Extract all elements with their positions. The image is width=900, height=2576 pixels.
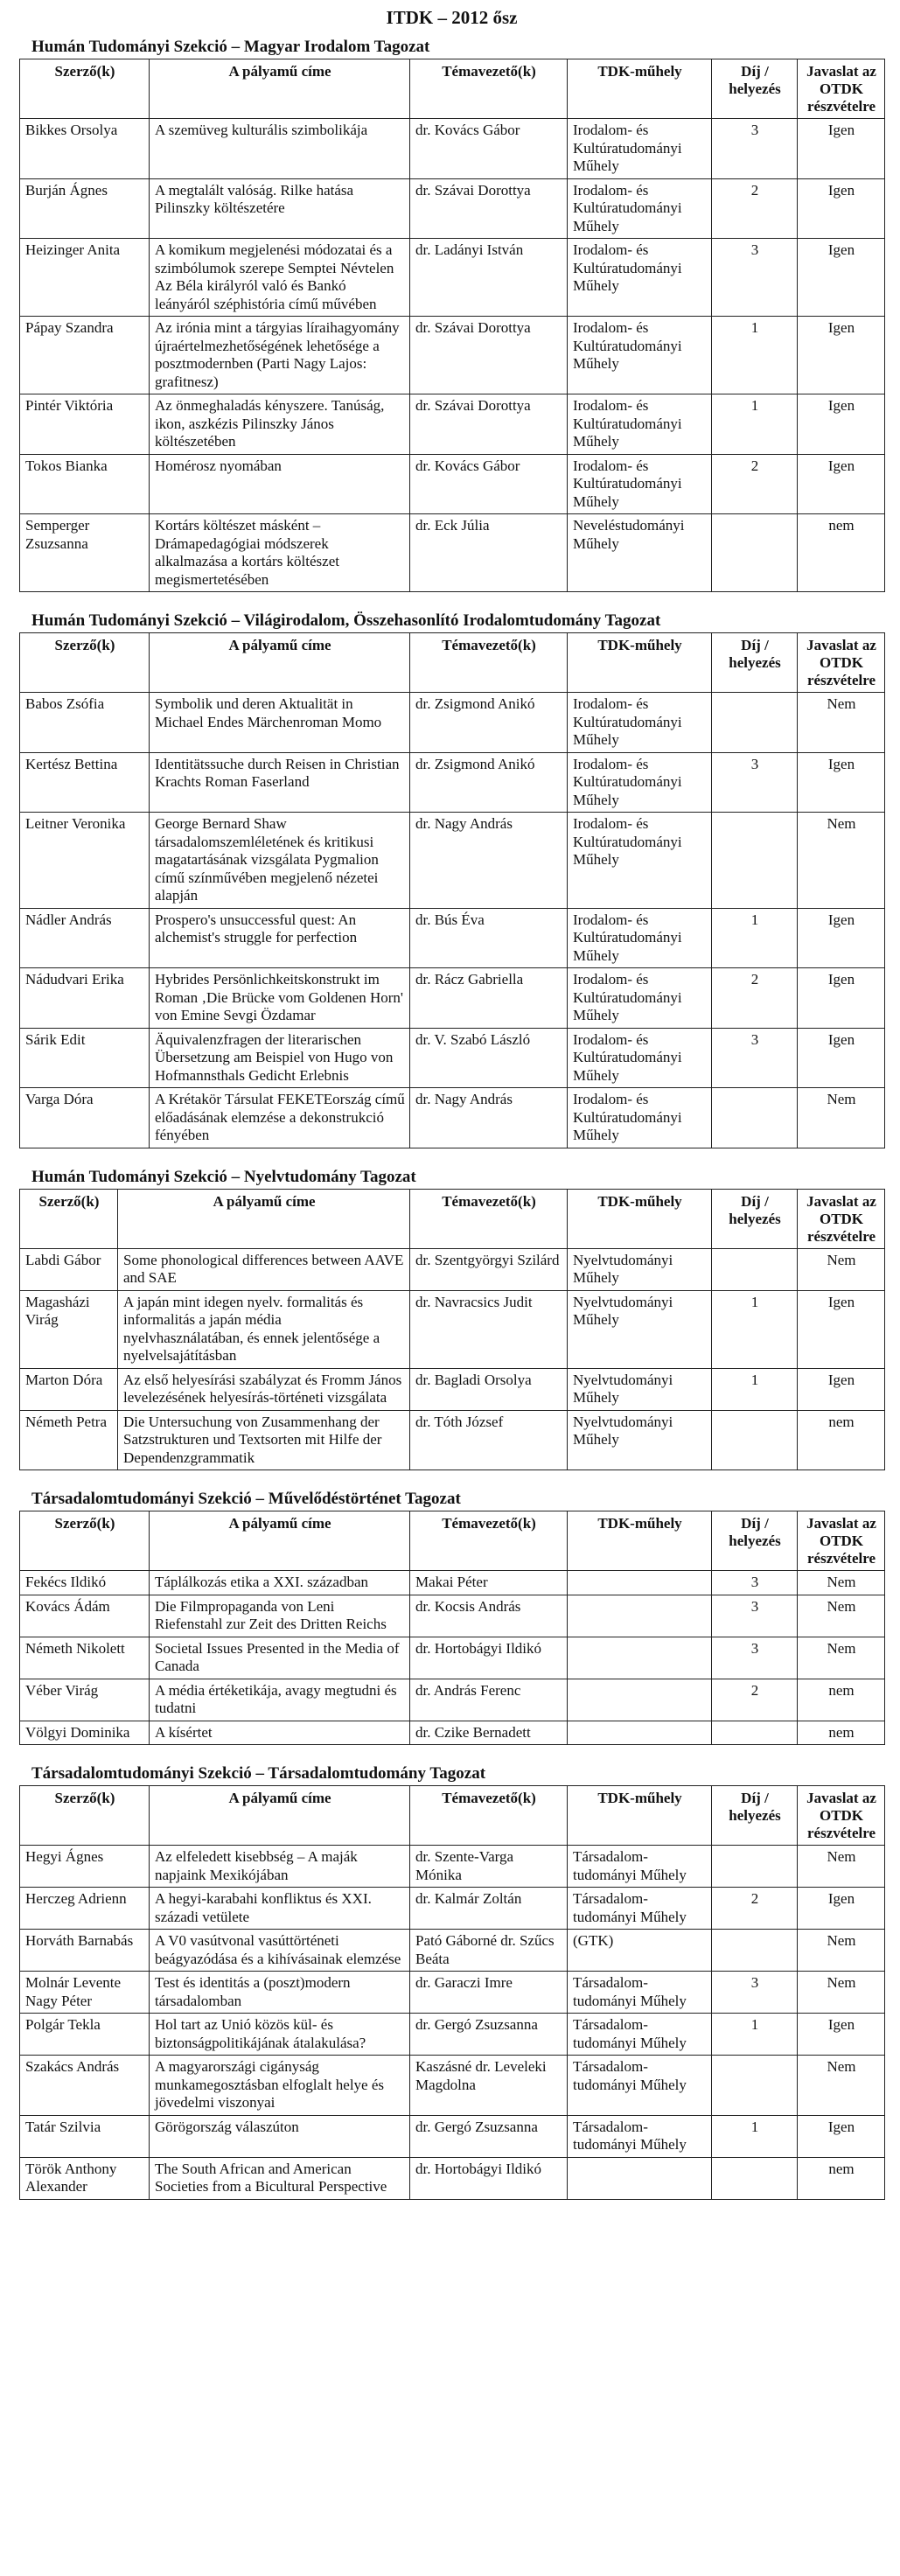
table-row (20, 1637, 885, 1679)
cell-supervisor: dr. Garaczi Imre (410, 1972, 568, 2014)
column-header-recommend: Javaslat az OTDK részvételre (798, 633, 885, 693)
cell-workshop: Társadalom-tudományi Műhely (568, 1888, 712, 1930)
cell-recommend: Igen (798, 1028, 885, 1088)
header-row (20, 59, 885, 119)
column-header-prize: Díj / helyezés (712, 59, 798, 119)
cell-author: Völgyi Dominika (20, 1721, 150, 1745)
cell-supervisor: Kaszásné dr. Leveleki Magdolna (410, 2056, 568, 2116)
cell-prize: 1 (712, 2014, 798, 2056)
table-row (20, 693, 885, 753)
cell-supervisor: dr. Bagladi Orsolya (410, 1368, 568, 1410)
column-header-title: A pályamű címe (150, 59, 410, 119)
cell-workshop: Irodalom- és Kultúratudományi Műhely (568, 1088, 712, 1148)
cell-supervisor: dr. Nagy András (410, 1088, 568, 1148)
cell-recommend: Nem (798, 1595, 885, 1637)
cell-supervisor: dr. V. Szabó László (410, 1028, 568, 1088)
cell-prize: 2 (712, 178, 798, 239)
cell-recommend: nem (798, 1721, 885, 1745)
cell-supervisor: dr. Tóth József (410, 1410, 568, 1470)
cell-workshop (568, 1637, 712, 1679)
cell-recommend: Nem (798, 1930, 885, 1972)
cell-author: Kertész Bettina (20, 752, 150, 813)
cell-title: A kísértet (150, 1721, 410, 1745)
cell-supervisor: dr. Szentgyörgyi Szilárd (410, 1248, 568, 1290)
cell-workshop: Irodalom- és Kultúratudományi Műhely (568, 239, 712, 317)
column-header-author: Szerző(k) (20, 633, 150, 693)
cell-title: Az irónia mint a tárgyias líraihagyomány újraértelmezhetőségének lehetősége a posztmodernben (Parti Nagy Lajos: grafitnesz) (150, 317, 410, 394)
cell-supervisor: dr. Navracsics Judit (410, 1290, 568, 1368)
cell-workshop: Társadalom-tudományi Műhely (568, 1846, 712, 1888)
cell-author: Kovács Ádám (20, 1595, 150, 1637)
cell-recommend: Igen (798, 317, 885, 394)
cell-supervisor: dr. Rácz Gabriella (410, 968, 568, 1029)
cell-author: Németh Petra (20, 1410, 118, 1470)
column-header-title: A pályamű címe (150, 1511, 410, 1571)
column-header-recommend: Javaslat az OTDK részvételre (798, 1511, 885, 1571)
table-row (20, 239, 885, 317)
cell-supervisor: dr. Hortobágyi Ildikó (410, 2157, 568, 2199)
cell-workshop (568, 1721, 712, 1745)
table-row (20, 1410, 885, 1470)
table-row (20, 1679, 885, 1721)
results-table (19, 1189, 885, 1471)
cell-author: Tatár Szilvia (20, 2115, 150, 2157)
cell-prize (712, 1248, 798, 1290)
cell-prize: 3 (712, 239, 798, 317)
table-row (20, 2157, 885, 2199)
cell-workshop (568, 1571, 712, 1595)
cell-recommend: Igen (798, 454, 885, 514)
table-row (20, 1888, 885, 1930)
cell-supervisor: dr. Kovács Gábor (410, 454, 568, 514)
cell-recommend: nem (798, 2157, 885, 2199)
cell-author: Babos Zsófia (20, 693, 150, 753)
cell-recommend: Igen (798, 178, 885, 239)
cell-prize: 1 (712, 2115, 798, 2157)
cell-title: Prospero's unsuccessful quest: An alchemist's struggle for perfection (150, 908, 410, 968)
cell-author: Szakács András (20, 2056, 150, 2116)
cell-workshop: Nyelvtudományi Műhely (568, 1368, 712, 1410)
cell-supervisor: dr. Ladányi István (410, 239, 568, 317)
cell-prize: 2 (712, 454, 798, 514)
cell-title: Test és identitás a (poszt)modern társadalomban (150, 1972, 410, 2014)
table-row (20, 394, 885, 455)
cell-supervisor: dr. Kocsis András (410, 1595, 568, 1637)
cell-prize (712, 813, 798, 909)
cell-workshop: Nyelvtudományi Műhely (568, 1290, 712, 1368)
table-row (20, 1972, 885, 2014)
cell-prize: 2 (712, 1888, 798, 1930)
cell-author: Herczeg Adrienn (20, 1888, 150, 1930)
cell-prize (712, 2056, 798, 2116)
cell-workshop: Társadalom-tudományi Műhely (568, 2115, 712, 2157)
cell-recommend: Igen (798, 752, 885, 813)
section (19, 1168, 884, 1471)
cell-supervisor: dr. Szávai Dorottya (410, 178, 568, 239)
cell-prize: 1 (712, 317, 798, 394)
cell-supervisor: dr. Eck Júlia (410, 514, 568, 592)
cell-recommend: Nem (798, 1846, 885, 1888)
cell-title: Az önmeghaladás kényszere. Tanúság, ikon, aszkézis Pilinszky János költészetében (150, 394, 410, 455)
column-header-workshop: TDK-műhely (568, 633, 712, 693)
header-row (20, 1786, 885, 1846)
cell-prize: 1 (712, 394, 798, 455)
section-title: Humán Tudományi Szekció – Magyar Irodalom Tagozat (31, 38, 430, 56)
section (19, 611, 884, 1148)
section-title: Társadalomtudományi Szekció – Társadalomtudomány Tagozat (31, 1764, 486, 1783)
cell-title: A V0 vasútvonal vasúttörténeti beágyazódása és a kihívásainak elemzése (150, 1930, 410, 1972)
cell-title: Äquivalenzfragen der literarischen Übersetzung am Beispiel von Hugo von Hofmannsthals Gedicht Erlebnis (150, 1028, 410, 1088)
cell-recommend: nem (798, 1410, 885, 1470)
cell-recommend: Nem (798, 693, 885, 753)
cell-author: Nádudvari Erika (20, 968, 150, 1029)
column-header-workshop: TDK-műhely (568, 1189, 712, 1248)
cell-workshop: (GTK) (568, 1930, 712, 1972)
cell-prize: 3 (712, 1637, 798, 1679)
column-header-supervisor: Témavezető(k) (410, 633, 568, 693)
table-row (20, 514, 885, 592)
cell-recommend: Nem (798, 1571, 885, 1595)
cell-supervisor: dr. András Ferenc (410, 1679, 568, 1721)
cell-workshop: Irodalom- és Kultúratudományi Műhely (568, 693, 712, 753)
cell-author: Sárik Edit (20, 1028, 150, 1088)
cell-workshop: Társadalom-tudományi Műhely (568, 1972, 712, 2014)
cell-supervisor: dr. Kalmár Zoltán (410, 1888, 568, 1930)
cell-recommend: Nem (798, 2056, 885, 2116)
table-row (20, 2014, 885, 2056)
table-row (20, 1595, 885, 1637)
table-row (20, 908, 885, 968)
table-row (20, 1368, 885, 1410)
table-row (20, 1930, 885, 1972)
cell-workshop: Irodalom- és Kultúratudományi Műhely (568, 454, 712, 514)
table-row (20, 1290, 885, 1368)
cell-recommend: Igen (798, 968, 885, 1029)
results-table (19, 59, 885, 592)
cell-title: A média értéketikája, avagy megtudni és tudatni (150, 1679, 410, 1721)
cell-recommend: nem (798, 1679, 885, 1721)
cell-title: A szemüveg kulturális szimbolikája (150, 119, 410, 179)
table-row (20, 1088, 885, 1148)
table-row (20, 752, 885, 813)
cell-title: Az elfeledett kisebbség – A maják napjaink Mexikójában (150, 1846, 410, 1888)
column-header-workshop: TDK-műhely (568, 1511, 712, 1571)
cell-supervisor: dr. Hortobágyi Ildikó (410, 1637, 568, 1679)
section-title: Társadalomtudományi Szekció – Művelődéstörténet Tagozat (31, 1490, 461, 1508)
cell-author: Molnár Levente Nagy Péter (20, 1972, 150, 2014)
cell-supervisor: dr. Kovács Gábor (410, 119, 568, 179)
cell-title: Görögország válaszúton (150, 2115, 410, 2157)
column-header-supervisor: Témavezető(k) (410, 59, 568, 119)
cell-author: Labdi Gábor (20, 1248, 118, 1290)
cell-prize: 2 (712, 1679, 798, 1721)
header-row (20, 1511, 885, 1571)
cell-prize: 1 (712, 908, 798, 968)
column-header-prize: Díj / helyezés (712, 1189, 798, 1248)
cell-prize: 1 (712, 1368, 798, 1410)
cell-workshop (568, 1679, 712, 1721)
cell-recommend: Igen (798, 2014, 885, 2056)
cell-author: Semperger Zsuzsanna (20, 514, 150, 592)
header-row (20, 1189, 885, 1248)
cell-workshop: Irodalom- és Kultúratudományi Műhely (568, 813, 712, 909)
table-row (20, 1846, 885, 1888)
cell-title: A magyarországi cigányság munkamegosztásban elfoglalt helye és jövedelmi viszonyai (150, 2056, 410, 2116)
column-header-recommend: Javaslat az OTDK részvételre (798, 59, 885, 119)
cell-workshop (568, 2157, 712, 2199)
cell-supervisor: dr. Szávai Dorottya (410, 394, 568, 455)
cell-supervisor: dr. Szávai Dorottya (410, 317, 568, 394)
section-title: Humán Tudományi Szekció – Nyelvtudomány Tagozat (31, 1167, 416, 1186)
section (19, 38, 884, 592)
results-table (19, 632, 885, 1148)
table-row (20, 2115, 885, 2157)
cell-supervisor: dr. Zsigmond Anikó (410, 752, 568, 813)
cell-recommend: Nem (798, 1248, 885, 1290)
cell-author: Burján Ágnes (20, 178, 150, 239)
cell-author: Marton Dóra (20, 1368, 118, 1410)
column-header-author: Szerző(k) (20, 1786, 150, 1846)
cell-title: Hol tart az Unió közös kül- és biztonságpolitikájának átalakulása? (150, 2014, 410, 2056)
cell-author: Tokos Bianka (20, 454, 150, 514)
cell-workshop: Társadalom-tudományi Műhely (568, 2056, 712, 2116)
cell-prize (712, 2157, 798, 2199)
cell-prize (712, 1721, 798, 1745)
table-row (20, 454, 885, 514)
cell-title: Symbolik und deren Aktualität in Michael Endes Märchenroman Momo (150, 693, 410, 753)
cell-prize: 3 (712, 1571, 798, 1595)
section-title: Humán Tudományi Szekció – Világirodalom, Összehasonlító Irodalomtudomány Tagozat (31, 611, 661, 630)
cell-author: Véber Virág (20, 1679, 150, 1721)
column-header-title: A pályamű címe (118, 1189, 410, 1248)
cell-author: Németh Nikolett (20, 1637, 150, 1679)
cell-title: Homérosz nyomában (150, 454, 410, 514)
cell-workshop: Irodalom- és Kultúratudományi Műhely (568, 752, 712, 813)
section (19, 1490, 884, 1745)
table-row (20, 1028, 885, 1088)
cell-workshop (568, 1595, 712, 1637)
cell-supervisor: dr. Nagy András (410, 813, 568, 909)
column-header-author: Szerző(k) (20, 59, 150, 119)
cell-workshop: Irodalom- és Kultúratudományi Műhely (568, 119, 712, 179)
cell-author: Nádler András (20, 908, 150, 968)
sections-container (19, 38, 884, 2200)
table-row (20, 1721, 885, 1745)
cell-prize: 3 (712, 1028, 798, 1088)
cell-recommend: Nem (798, 1088, 885, 1148)
table-row (20, 1571, 885, 1595)
cell-workshop: Nyelvtudományi Műhely (568, 1248, 712, 1290)
table-row (20, 2056, 885, 2116)
cell-recommend: Nem (798, 813, 885, 909)
cell-recommend: Igen (798, 1368, 885, 1410)
cell-title: A megtalált valóság. Rilke hatása Pilinszky költészetére (150, 178, 410, 239)
column-header-prize: Díj / helyezés (712, 633, 798, 693)
cell-title: Some phonological differences between AAVE and SAE (118, 1248, 410, 1290)
cell-prize (712, 1930, 798, 1972)
cell-prize: 3 (712, 119, 798, 179)
column-header-author: Szerző(k) (20, 1511, 150, 1571)
cell-prize: 2 (712, 968, 798, 1029)
cell-prize: 3 (712, 752, 798, 813)
cell-title: The South African and American Societies from a Bicultural Perspective (150, 2157, 410, 2199)
cell-recommend: Igen (798, 908, 885, 968)
table-row (20, 1248, 885, 1290)
cell-title: Identitätssuche durch Reisen in Christian Krachts Roman Faserland (150, 752, 410, 813)
cell-prize (712, 693, 798, 753)
cell-recommend: Igen (798, 239, 885, 317)
cell-prize: 3 (712, 1595, 798, 1637)
cell-author: Török Anthony Alexander (20, 2157, 150, 2199)
cell-workshop: Irodalom- és Kultúratudományi Műhely (568, 178, 712, 239)
cell-title: Die Filmpropaganda von Leni Riefenstahl zur Zeit des Dritten Reichs (150, 1595, 410, 1637)
cell-title: A Krétakör Társulat FEKETEország című előadásának elemzése a dekonstrukció fényében (150, 1088, 410, 1148)
cell-recommend: Igen (798, 2115, 885, 2157)
results-table (19, 1785, 885, 2200)
cell-author: Polgár Tekla (20, 2014, 150, 2056)
cell-supervisor: dr. Gergó Zsuzsanna (410, 2014, 568, 2056)
cell-recommend: nem (798, 514, 885, 592)
results-table (19, 1511, 885, 1745)
table-row (20, 119, 885, 179)
cell-supervisor: dr. Szente-Varga Mónika (410, 1846, 568, 1888)
cell-workshop: Irodalom- és Kultúratudományi Műhely (568, 317, 712, 394)
cell-supervisor: Makai Péter (410, 1571, 568, 1595)
cell-workshop: Irodalom- és Kultúratudományi Műhely (568, 394, 712, 455)
cell-author: Hegyi Ágnes (20, 1846, 150, 1888)
cell-prize (712, 1088, 798, 1148)
column-header-supervisor: Témavezető(k) (410, 1189, 568, 1248)
cell-author: Bikkes Orsolya (20, 119, 150, 179)
cell-author: Pápay Szandra (20, 317, 150, 394)
column-header-workshop: TDK-műhely (568, 59, 712, 119)
cell-supervisor: dr. Zsigmond Anikó (410, 693, 568, 753)
cell-title: A hegyi-karabahi konfliktus és XXI. századi vetülete (150, 1888, 410, 1930)
cell-prize: 1 (712, 1290, 798, 1368)
cell-prize (712, 1846, 798, 1888)
document-title: ITDK – 2012 ősz (386, 7, 518, 28)
cell-recommend: Nem (798, 1972, 885, 2014)
column-header-supervisor: Témavezető(k) (410, 1511, 568, 1571)
cell-supervisor: dr. Gergó Zsuzsanna (410, 2115, 568, 2157)
column-header-prize: Díj / helyezés (712, 1511, 798, 1571)
cell-author: Heizinger Anita (20, 239, 150, 317)
cell-title: A japán mint idegen nyelv. formalitás és informalitás a japán média nyelvhasználatában, és ennek jelentősége a nyelvelsajátításban (118, 1290, 410, 1368)
table-row (20, 317, 885, 394)
cell-recommend: Igen (798, 119, 885, 179)
cell-supervisor: dr. Bús Éva (410, 908, 568, 968)
cell-title: Táplálkozás etika a XXI. században (150, 1571, 410, 1595)
cell-title: Az első helyesírási szabályzat és Fromm János levelezésének helyesírás-történeti vizsgálata (118, 1368, 410, 1410)
cell-title: Societal Issues Presented in the Media of Canada (150, 1637, 410, 1679)
column-header-author: Szerző(k) (20, 1189, 118, 1248)
cell-author: Fekécs Ildikó (20, 1571, 150, 1595)
cell-recommend: Igen (798, 394, 885, 455)
section (19, 1764, 884, 2200)
cell-recommend: Igen (798, 1888, 885, 1930)
cell-prize: 3 (712, 1972, 798, 2014)
cell-recommend: Nem (798, 1637, 885, 1679)
cell-title: George Bernard Shaw társadalomszemléletének és kritikusi magatartásának vizsgálata Pygmalion című színművében megjelenő nézetei alapján (150, 813, 410, 909)
cell-author: Magasházi Virág (20, 1290, 118, 1368)
cell-title: Hybrides Persönlichkeitskonstrukt im Roman ‚Die Brücke vom Goldenen Horn' von Emine Sevgi Özdamar (150, 968, 410, 1029)
column-header-title: A pályamű címe (150, 633, 410, 693)
table-row (20, 968, 885, 1029)
cell-workshop: Társadalom-tudományi Műhely (568, 2014, 712, 2056)
cell-recommend: Igen (798, 1290, 885, 1368)
cell-author: Horváth Barnabás (20, 1930, 150, 1972)
cell-title: A komikum megjelenési módozatai és a szimbólumok szerepe Semptei Névtelen Az Béla királyról való és Bankó leányáról széphistória című művében (150, 239, 410, 317)
cell-supervisor: dr. Czike Bernadett (410, 1721, 568, 1745)
cell-author: Pintér Viktória (20, 394, 150, 455)
column-header-supervisor: Témavezető(k) (410, 1786, 568, 1846)
column-header-workshop: TDK-műhely (568, 1786, 712, 1846)
table-row (20, 178, 885, 239)
column-header-recommend: Javaslat az OTDK részvételre (798, 1189, 885, 1248)
cell-workshop: Irodalom- és Kultúratudományi Műhely (568, 968, 712, 1029)
cell-workshop: Nyelvtudományi Műhely (568, 1410, 712, 1470)
cell-workshop: Neveléstudományi Műhely (568, 514, 712, 592)
cell-workshop: Irodalom- és Kultúratudományi Műhely (568, 1028, 712, 1088)
column-header-title: A pályamű címe (150, 1786, 410, 1846)
column-header-prize: Díj / helyezés (712, 1786, 798, 1846)
cell-author: Varga Dóra (20, 1088, 150, 1148)
cell-author: Leitner Veronika (20, 813, 150, 909)
column-header-recommend: Javaslat az OTDK részvételre (798, 1786, 885, 1846)
header-row (20, 633, 885, 693)
cell-prize (712, 514, 798, 592)
cell-title: Kortárs költészet másként – Drámapedagógiai módszerek alkalmazása a kortárs költészet megismertetésében (150, 514, 410, 592)
cell-workshop: Irodalom- és Kultúratudományi Műhely (568, 908, 712, 968)
cell-title: Die Untersuchung von Zusammenhang der Satzstrukturen und Textsorten mit Hilfe der Dependenzgrammatik (118, 1410, 410, 1470)
cell-prize (712, 1410, 798, 1470)
table-row (20, 813, 885, 909)
cell-supervisor: Pató Gáborné dr. Szűcs Beáta (410, 1930, 568, 1972)
